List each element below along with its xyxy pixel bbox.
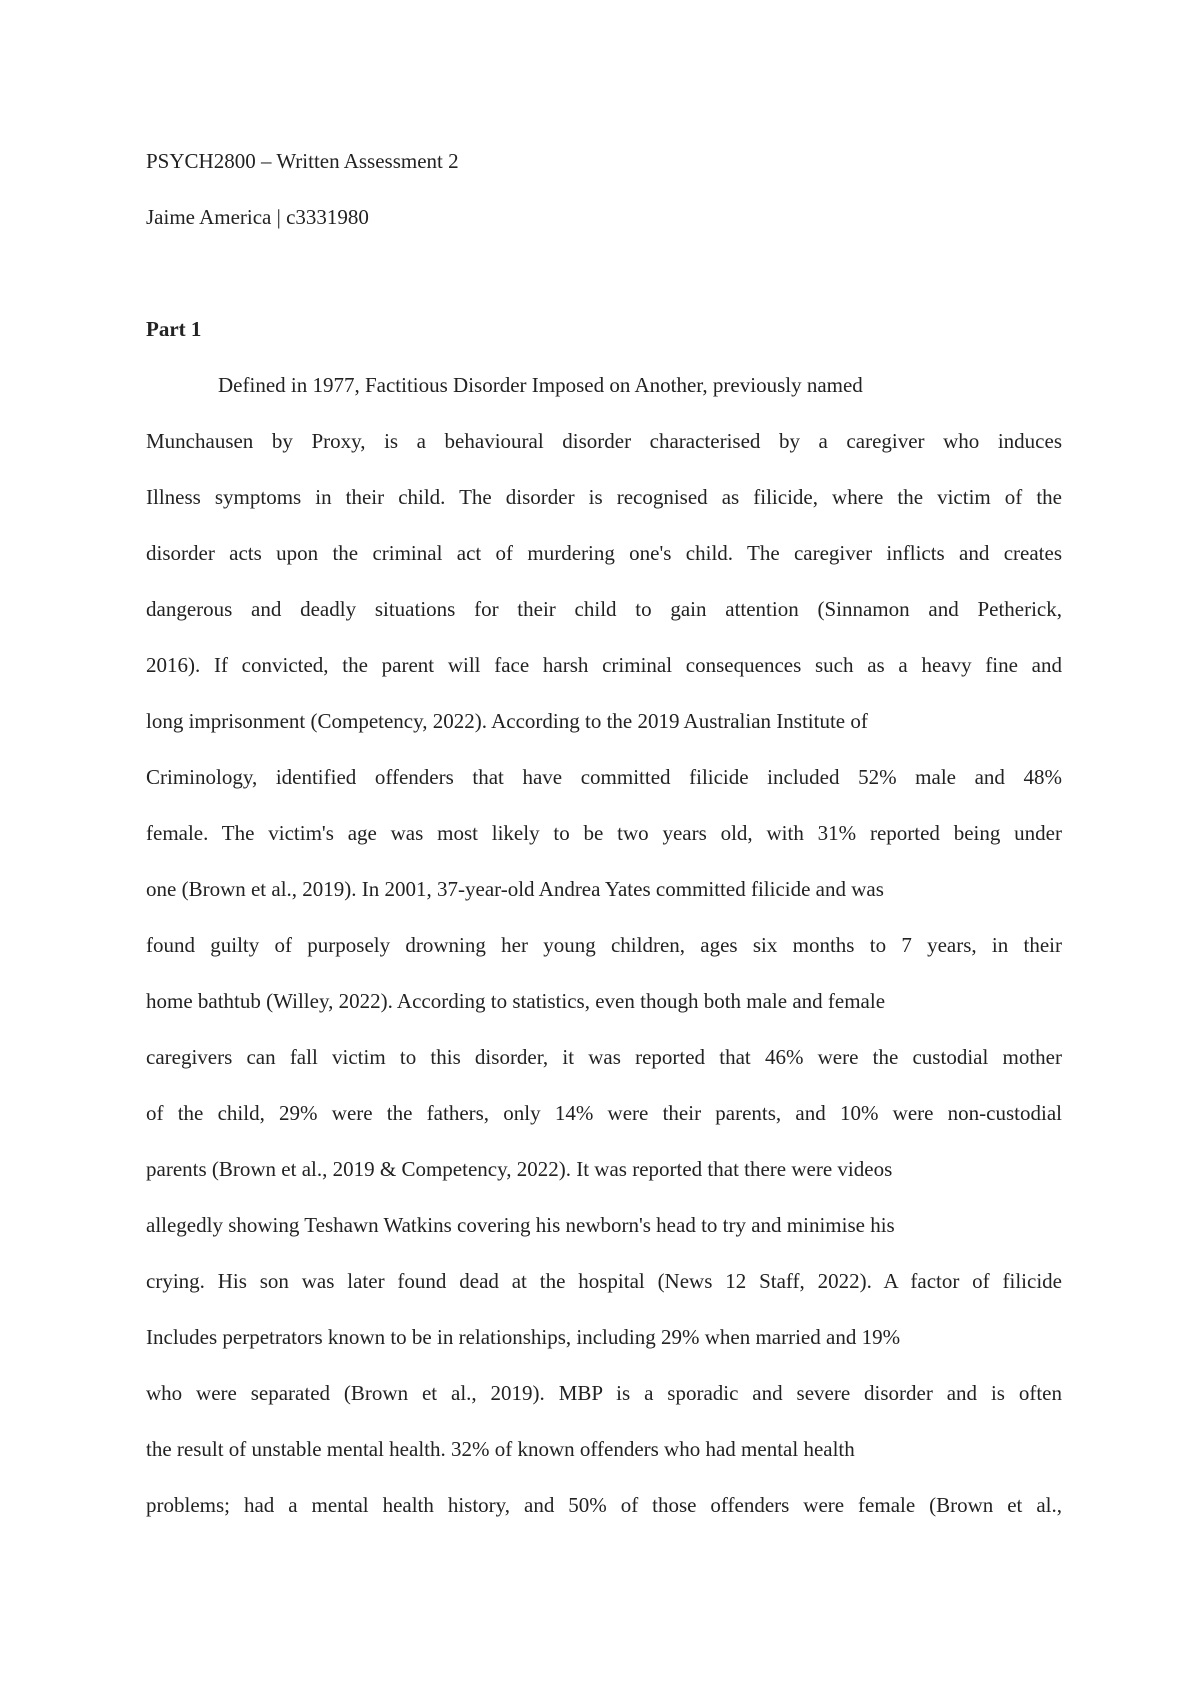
paragraph-line: Criminology, identified offenders that have committed filicide included 52% male and 48% [146, 765, 1062, 789]
paragraph-line: home bathtub (Willey, 2022). According to statistics, even though both male and female [146, 989, 886, 1013]
paragraph-line: parents (Brown et al., 2019 & Competency, 2022). It was reported that there were videos [146, 1157, 893, 1181]
course-title: PSYCH2800 – Written Assessment 2 [146, 149, 459, 173]
paragraph-line: 2016). If convicted, the parent will face harsh criminal consequences such as a heavy fine and [146, 653, 1062, 677]
paragraph-line: Defined in 1977, Factitious Disorder Imposed on Another, previously named [218, 373, 863, 397]
paragraph-line: the result of unstable mental health. 32% of known offenders who had mental health [146, 1437, 855, 1461]
paragraph-line: Illness symptoms in their child. The disorder is recognised as filicide, where the victim of the [146, 485, 1062, 509]
author-line: Jaime America | c3331980 [146, 205, 369, 229]
paragraph-line: problems; had a mental health history, and 50% of those offenders were female (Brown et al., [146, 1493, 1062, 1517]
paragraph-line: female. The victim's age was most likely to be two years old, with 31% reported being under [146, 821, 1062, 845]
paragraph-line: disorder acts upon the criminal act of murdering one's child. The caregiver inflicts and creates [146, 541, 1062, 565]
paragraph-line: dangerous and deadly situations for their child to gain attention (Sinnamon and Petherick, [146, 597, 1062, 621]
paragraph-line: Munchausen by Proxy, is a behavioural disorder characterised by a caregiver who induces [146, 429, 1062, 453]
paragraph-line: who were separated (Brown et al., 2019). MBP is a sporadic and severe disorder and is often [146, 1381, 1062, 1405]
paragraph-line: allegedly showing Teshawn Watkins covering his newborn's head to try and minimise his [146, 1213, 895, 1237]
section-heading: Part 1 [146, 317, 202, 341]
paragraph-line: crying. His son was later found dead at the hospital (News 12 Staff, 2022). A factor of filicide [146, 1269, 1062, 1293]
paragraph-line: caregivers can fall victim to this disorder, it was reported that 46% were the custodial mother [146, 1045, 1062, 1069]
paragraph-line: long imprisonment (Competency, 2022). According to the 2019 Australian Institute of [146, 709, 868, 733]
paragraph-line: one (Brown et al., 2019). In 2001, 37-year-old Andrea Yates committed filicide and was [146, 877, 884, 901]
paragraph-line: found guilty of purposely drowning her young children, ages six months to 7 years, in their [146, 933, 1062, 957]
paragraph-line: Includes perpetrators known to be in relationships, including 29% when married and 19% [146, 1325, 901, 1349]
paragraph-line: of the child, 29% were the fathers, only 14% were their parents, and 10% were non-custodial [146, 1101, 1062, 1125]
